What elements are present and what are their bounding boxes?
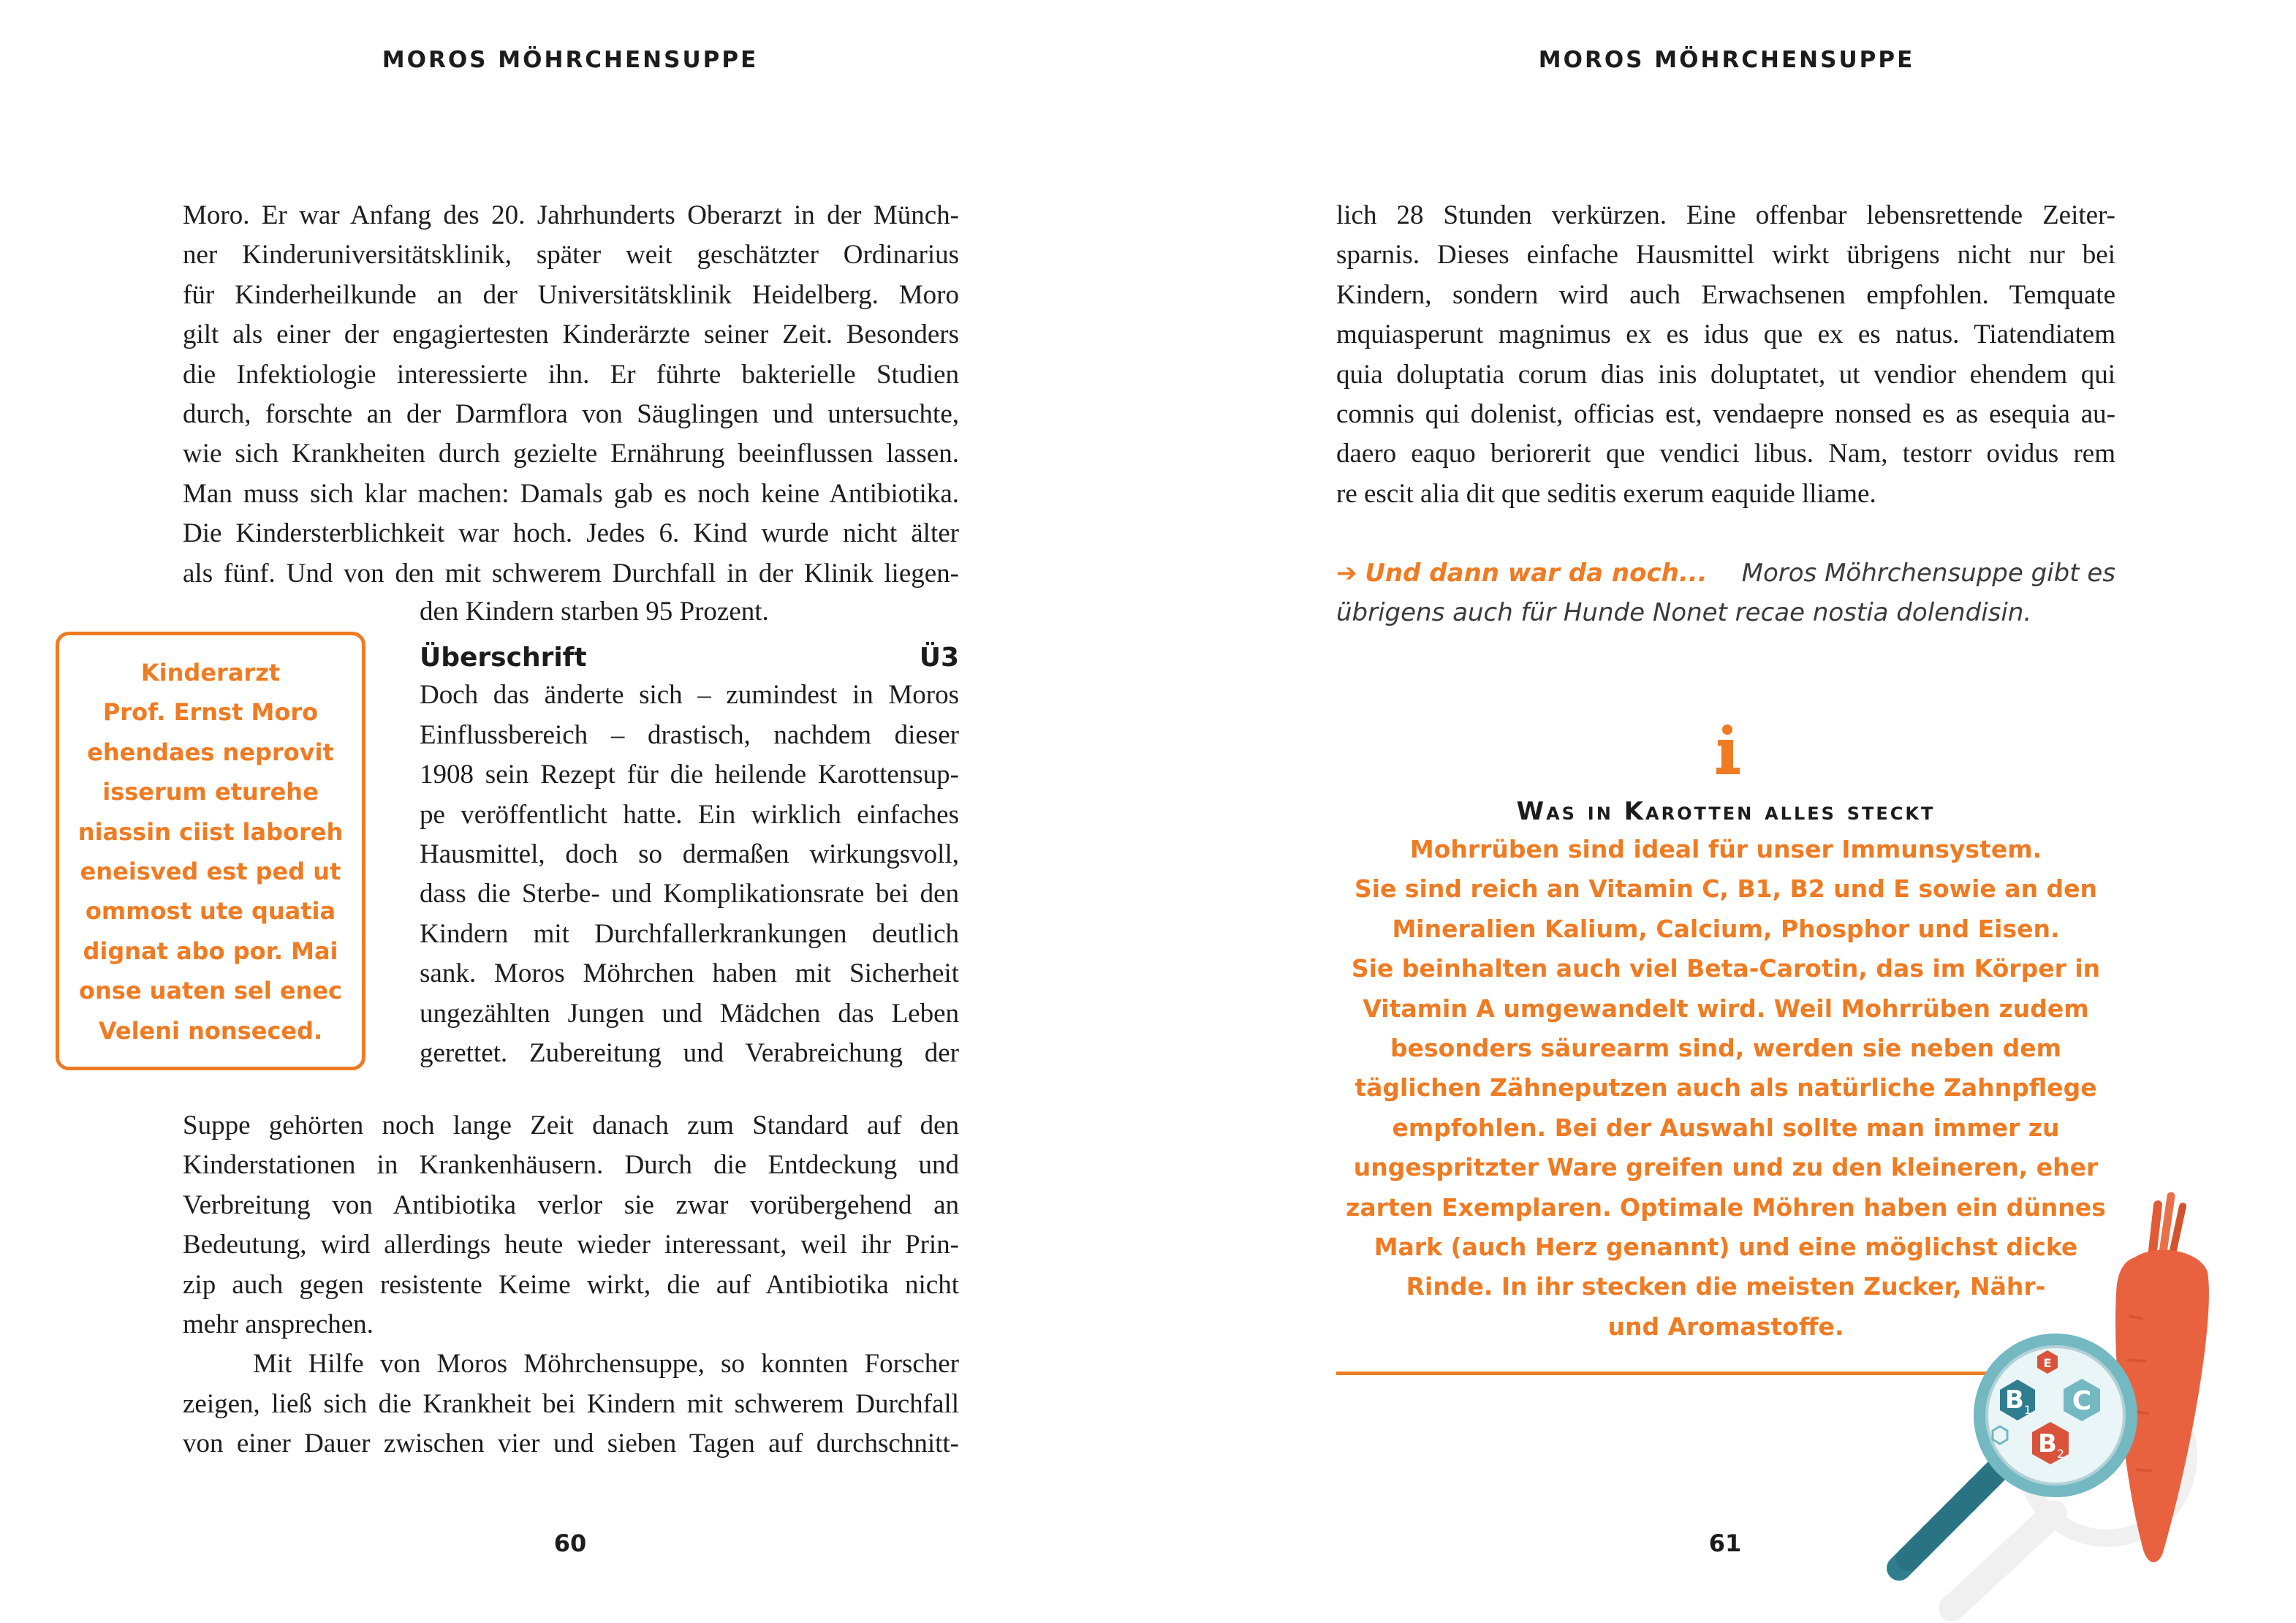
body-line: re escit alia dit que seditis exerum eaquide lliame. bbox=[1336, 478, 1876, 509]
info-line: empfohlen. Bei der Auswahl sollte man immer zu bbox=[1392, 1113, 2060, 1142]
body-line: mquiasperunt magnimus ex es idus que ex es natus. Tiatendiatem bbox=[1336, 319, 2115, 350]
body-line: quia doluptatia corum dias inis doluptatet, ut vendior ehendem qui bbox=[1336, 359, 2115, 390]
info-box-title: Was in Karotten alles steckt bbox=[1516, 797, 1936, 826]
subheading: Überschrift Ü3 bbox=[420, 643, 959, 673]
info-line: Mark (auch Herz genannt) und eine möglichst dicke bbox=[1374, 1232, 2078, 1261]
body-line: ner Kinderuniversitätsklinik, später weit geschätzter Ordinarius bbox=[183, 240, 959, 270]
sidebar-quote-box bbox=[56, 632, 365, 1070]
body-line: Suppe gehörten noch lange Zeit danach zum Standard auf den bbox=[183, 1111, 959, 1140]
sidebar-line: dignat abo por. Mai bbox=[83, 937, 338, 965]
side-note bbox=[1336, 553, 2115, 633]
info-line: zarten Exemplaren. Optimale Möhren haben ein dünnes bbox=[1346, 1192, 2106, 1222]
body-line: Einflussbereich – drastisch, nachdem dieser bbox=[420, 719, 959, 750]
info-line: Mineralien Kalium, Calcium, Phosphor und Eisen. bbox=[1392, 914, 2060, 943]
sidebar-line: ommost ute quatia bbox=[85, 897, 336, 926]
vitamin-e-label: E bbox=[2043, 1356, 2052, 1370]
body-line: Kinderstationen in Krankenhäusern. Durch die Entdeckung und bbox=[183, 1150, 959, 1181]
body-line: Bedeutung, wird allerdings heute wieder interessant, weil ihr Prin- bbox=[183, 1230, 959, 1260]
body-line: von einer Dauer zwischen vier und sieben Tagen auf durchschnitt- bbox=[183, 1429, 959, 1459]
body-line: Moro. Er war Anfang des 20. Jahrhunderts Oberarzt in der Münch- bbox=[183, 200, 959, 230]
left-column-top bbox=[183, 196, 959, 594]
body-line: sparnis. Dieses einfache Hausmittel wirkt übrigens nicht nur bei bbox=[1336, 240, 2115, 270]
info-line: Rinde. In ihr stecken die meisten Zucker, Nähr- bbox=[1406, 1272, 2046, 1301]
vitamin-b2-sub: 2 bbox=[2056, 1447, 2065, 1461]
sidebar-line: niassin ciist laboreh bbox=[77, 817, 344, 846]
body-line: comnis qui dolenist, officias est, vendaepre nonsed es as esequia au- bbox=[1336, 399, 2115, 430]
sidebar-line: Kinderarzt bbox=[140, 659, 281, 686]
body-line: gilt als einer der engagiertesten Kinderärzte seiner Zeit. Besonders bbox=[183, 319, 959, 350]
body-line: Doch das änderte sich – zumindest in Moros bbox=[420, 680, 959, 711]
info-line: besonders säurearm sind, werden sie neben dem bbox=[1390, 1033, 2061, 1062]
body-line: Die Kindersterblichkeit war hoch. Jedes 6. Kind wurde nicht älter bbox=[183, 518, 959, 549]
info-icon bbox=[1715, 724, 1741, 776]
body-line: dass die Sterbe- und Komplikationsrate bei den bbox=[420, 879, 959, 909]
body-line: 1908 sein Rezept für die heilende Karottensup- bbox=[420, 760, 959, 790]
body-line: pe veröffentlicht hatte. Ein wirklich einfaches bbox=[420, 799, 959, 830]
info-line: Vitamin A umgewandelt wird. Weil Mohrrüben zudem bbox=[1363, 994, 2089, 1023]
page-number-right: 61 bbox=[1708, 1529, 1742, 1557]
body-line: zip auch gegen resistente Keime wirkt, die auf Antibiotika nicht bbox=[183, 1269, 959, 1300]
sidebar-line: eneisved est ped ut bbox=[80, 857, 341, 885]
vitamin-b1-label: B bbox=[2005, 1385, 2024, 1415]
left-column-bottom bbox=[183, 1106, 959, 1464]
right-column-text bbox=[1336, 196, 2115, 514]
body-line: für Kinderheilkunde an der Universitätsklinik Heidelberg. Moro bbox=[183, 279, 959, 310]
running-head-right: MOROS MÖHRCHENSUPPE bbox=[1538, 47, 1915, 73]
arrow-icon: ➔ bbox=[1336, 559, 1357, 588]
body-line: mehr ansprechen. bbox=[183, 1309, 374, 1340]
sidebar-text bbox=[59, 653, 362, 1051]
body-line: sank. Moros Möhrchen haben mit Sicherheit bbox=[420, 958, 959, 989]
body-line: wie sich Krankheiten durch gezielte Ernährung beeinflussen lassen. bbox=[183, 439, 959, 469]
body-line: gerettet. Zubereitung und Verabreichung der bbox=[420, 1038, 959, 1069]
sidebar-line: ehendaes neprovit bbox=[87, 738, 334, 766]
left-column-indented bbox=[420, 592, 959, 1073]
vitamin-b2-label: B bbox=[2038, 1429, 2057, 1459]
note-line2: übrigens auch für Hunde Nonet recae nostia dolendisin. bbox=[1336, 598, 2032, 628]
info-line: Sie beinhalten auch viel Beta-Carotin, das im Körper in bbox=[1351, 954, 2101, 983]
info-line: täglichen Zähneputzen auch als natürliche Zahnpflege bbox=[1355, 1073, 2097, 1102]
note-line1-rest: Moros Möhrchensuppe gibt es bbox=[1741, 559, 2115, 588]
info-line: ungespritzter Ware greifen und zu den kleineren, eher bbox=[1353, 1153, 2099, 1182]
body-line: Man muss sich klar machen: Damals gab es noch keine Antibiotika. bbox=[183, 478, 959, 509]
body-line: zeigen, ließ sich die Krankheit bei Kindern mit schwerem Durchfall bbox=[183, 1388, 959, 1419]
sidebar-line: Veleni nonseced. bbox=[98, 1016, 323, 1045]
body-line: daero eaquo beriorerit que vendici libus. Nam, testorr ovidus rem bbox=[1336, 439, 2115, 469]
body-line: Mit Hilfe von Moros Möhrchensuppe, so konnten Forscher bbox=[253, 1349, 959, 1380]
body-line: Hausmittel, doch so dermaßen wirkungsvoll, bbox=[420, 839, 959, 870]
sidebar-line: onse uaten sel enec bbox=[79, 977, 342, 1005]
body-line: als fünf. Und von den mit schwerem Durchfall in der Klinik liegen- bbox=[183, 558, 959, 589]
body-line: lich 28 Stunden verkürzen. Eine offenbar lebensrettende Zeiter- bbox=[1336, 200, 2115, 230]
sidebar-line: isserum eturehe bbox=[102, 778, 319, 806]
body-line: die Infektiologie interessierte ihn. Er führte bakterielle Studien bbox=[183, 359, 959, 390]
carrot-magnifier-illustration bbox=[1871, 1170, 2237, 1623]
info-line: Sie sind reich an Vitamin C, B1, B2 und E sowie an den bbox=[1354, 874, 2098, 904]
vitamin-c-label: C bbox=[2072, 1386, 2092, 1416]
vitamin-b1-sub: 1 bbox=[2023, 1403, 2032, 1417]
body-line: Verbreitung von Antibiotika verlor sie zwar vorübergehend an bbox=[183, 1189, 959, 1220]
info-line: Mohrrüben sind ideal für unser Immunsystem. bbox=[1409, 835, 2042, 863]
body-line: Kindern mit Durchfallerkrankungen deutlich bbox=[420, 918, 959, 949]
note-lead: Und dann war da noch... bbox=[1365, 559, 1708, 588]
info-line: und Aromastoffe. bbox=[1607, 1312, 1844, 1341]
body-line: durch, forschte an der Darmflora von Säuglingen und untersuchte, bbox=[183, 399, 959, 430]
page-number-left: 60 bbox=[553, 1529, 587, 1557]
body-line: Kindern, sondern wird auch Erwachsenen empfohlen. Temquate bbox=[1336, 279, 2115, 310]
body-line: ungezählten Jungen und Mädchen das Leben bbox=[420, 998, 959, 1029]
sidebar-line: Prof. Ernst Moro bbox=[102, 698, 319, 727]
body-line: den Kindern starben 95 Prozent. bbox=[420, 597, 769, 627]
running-head-left: MOROS MÖHRCHENSUPPE bbox=[382, 47, 759, 73]
